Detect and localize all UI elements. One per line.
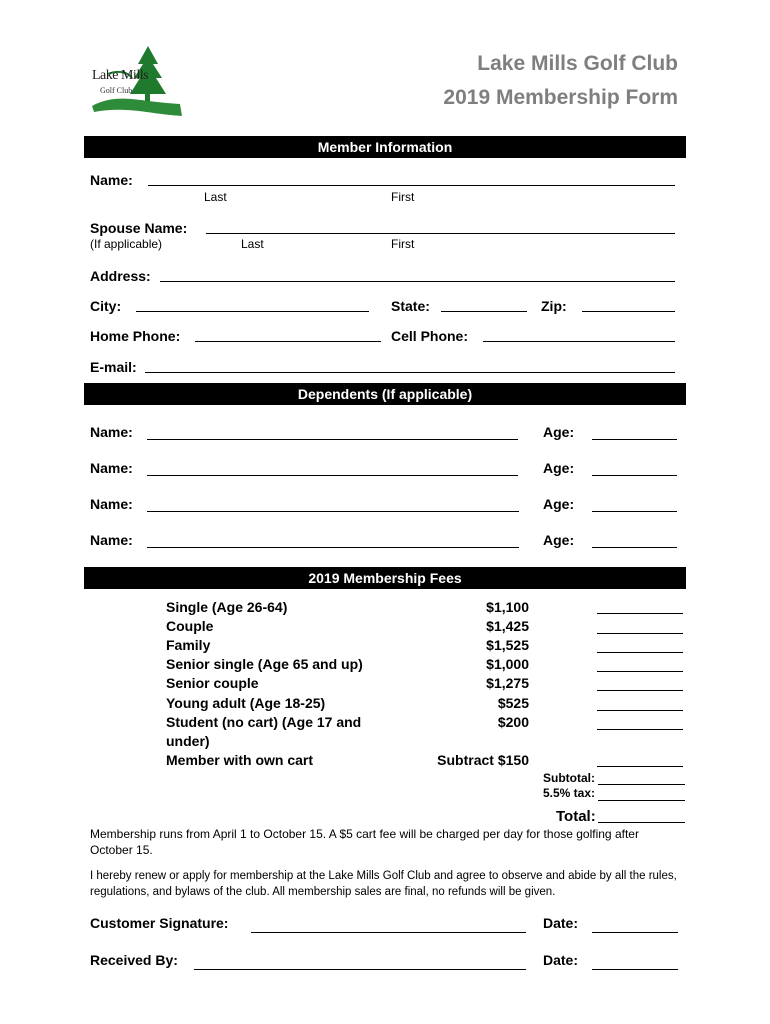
first-caption: First — [391, 190, 415, 204]
fee-item-amount: $525 — [497, 695, 529, 711]
fee-item-field[interactable] — [597, 752, 683, 767]
fee-item-label: Family — [166, 637, 211, 653]
fee-item-label: Senior single (Age 65 and up) — [166, 656, 363, 672]
city-label: City: — [90, 298, 122, 314]
dependent-name-field[interactable] — [147, 496, 519, 512]
fee-item-amount: $200 — [497, 714, 529, 730]
zip-field[interactable] — [582, 298, 675, 312]
address-label: Address: — [90, 268, 151, 284]
received-by-field[interactable] — [194, 954, 526, 970]
dependent-age-field[interactable] — [592, 460, 677, 476]
tax-field[interactable] — [598, 787, 685, 801]
home-phone-label: Home Phone: — [90, 328, 181, 344]
fee-item-amount: $1,275 — [486, 675, 529, 691]
fee-item-field[interactable] — [597, 658, 683, 672]
fee-item-amount: Subtract $150 — [437, 752, 529, 768]
club-name: Lake Mills Golf Club — [477, 52, 678, 75]
fee-item-field[interactable] — [597, 599, 683, 614]
total-label: Total: — [556, 808, 596, 825]
tax-label: 5.5% tax: — [543, 786, 596, 800]
cell-phone-label: Cell Phone: — [391, 328, 469, 344]
city-field[interactable] — [136, 298, 369, 312]
fee-item-label: Single (Age 26-64) — [166, 599, 288, 615]
dependent-name-field[interactable] — [147, 532, 519, 548]
club-logo — [88, 44, 184, 122]
fee-item-label: Student (no cart) (Age 17 and — [166, 714, 362, 730]
zip-label: Zip: — [541, 298, 567, 314]
dependent-name-field[interactable] — [147, 460, 518, 476]
dependent-age-label: Age: — [543, 424, 575, 440]
dependent-name-label: Name: — [90, 460, 133, 476]
received-by-label: Received By: — [90, 952, 178, 968]
spouse-note: (If applicable) — [90, 237, 163, 251]
season-note: Membership runs from April 1 to October 15. A $5 cart fee will be charged per day for those golfing after October 15. — [90, 827, 639, 857]
state-field[interactable] — [441, 298, 527, 312]
state-label: State: — [391, 298, 430, 314]
agreement-text: I hereby renew or apply for membership at the Lake Mills Golf Club and agree to observe and abide by all the rules, regulations, and bylaws of the club. All membership sales are final, no refunds will be given. — [90, 870, 677, 898]
name-label: Name: — [90, 172, 133, 188]
email-field[interactable] — [145, 359, 675, 373]
last-caption: Last — [204, 190, 227, 204]
fee-item-field[interactable] — [597, 697, 683, 711]
spouse-first-caption: First — [391, 237, 415, 251]
dependent-age-label: Age: — [543, 496, 575, 512]
spouse-last-caption: Last — [241, 237, 264, 251]
customer-signature-field[interactable] — [251, 917, 526, 933]
date-field[interactable] — [592, 954, 678, 970]
fee-item-label: Couple — [166, 618, 214, 634]
spouse-name-field[interactable] — [206, 220, 675, 234]
dependent-name-field[interactable] — [147, 424, 518, 440]
date-label: Date: — [543, 915, 579, 931]
cell-phone-field[interactable] — [483, 328, 675, 342]
subtotal-field[interactable] — [598, 771, 685, 785]
form-title: 2019 Membership Form — [443, 86, 678, 109]
dependent-age-label: Age: — [543, 532, 575, 548]
fee-item-amount: $1,425 — [486, 618, 529, 634]
fee-item-label: Senior couple — [166, 675, 259, 691]
logo-subtitle: Golf Club — [100, 86, 133, 95]
subtotal-label: Subtotal: — [543, 771, 595, 785]
member-info-header: Member Information — [84, 136, 686, 158]
name-field[interactable] — [148, 172, 675, 186]
address-field[interactable] — [160, 268, 675, 282]
total-field[interactable] — [598, 808, 685, 823]
fee-item-amount: $1,100 — [486, 599, 529, 615]
customer-signature-label: Customer Signature: — [90, 915, 229, 931]
home-phone-field[interactable] — [195, 328, 381, 342]
dependent-age-field[interactable] — [592, 532, 677, 548]
fee-item-field[interactable] — [597, 677, 683, 691]
spouse-name-label: Spouse Name: — [90, 220, 188, 236]
dependent-name-label: Name: — [90, 496, 133, 512]
fee-item-field[interactable] — [597, 716, 683, 730]
dependent-age-label: Age: — [543, 460, 575, 476]
fee-item-field[interactable] — [597, 620, 683, 634]
fees-header: 2019 Membership Fees — [84, 567, 686, 589]
dependents-header: Dependents (If applicable) — [84, 383, 686, 405]
date-label: Date: — [543, 952, 579, 968]
fee-item-amount: $1,525 — [486, 637, 529, 653]
dependent-name-label: Name: — [90, 532, 133, 548]
date-field[interactable] — [592, 917, 678, 933]
dependent-age-field[interactable] — [592, 496, 677, 512]
fee-item-label: Young adult (Age 18-25) — [166, 695, 326, 711]
fee-item-label-continued: under) — [166, 733, 210, 749]
email-label: E-mail: — [90, 359, 137, 375]
fee-item-field[interactable] — [597, 639, 683, 653]
dependent-age-field[interactable] — [592, 424, 677, 440]
fee-item-label: Member with own cart — [166, 752, 314, 768]
logo-name: Lake Mills — [92, 68, 149, 83]
dependent-name-label: Name: — [90, 424, 133, 440]
fee-item-amount: $1,000 — [486, 656, 529, 672]
